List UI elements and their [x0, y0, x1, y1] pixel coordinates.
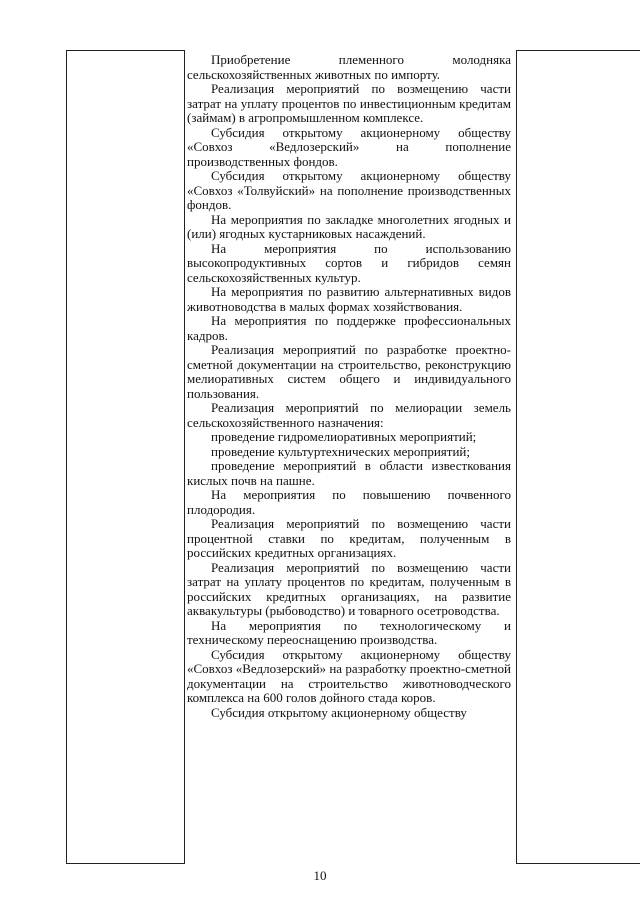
paragraph: На мероприятия по закладке многолетних ягодных и (или) ягодных кустарниковых насаждений.: [187, 211, 511, 241]
paragraph: На мероприятия по повышению почвенного плодородия.: [187, 487, 511, 517]
paragraph: Реализация мероприятий по возмещению части затрат на уплату процентов по кредитам, полученным в российских кредитных организациях, на развитие аквакультуры (рыбоводство) и товарного осетроводства.: [187, 559, 511, 618]
table-column-middle-text: [187, 53, 511, 720]
table-column-left: [66, 50, 185, 864]
paragraph: На мероприятия по поддержке профессиональных кадров.: [187, 313, 511, 343]
paragraph: Реализация мероприятий по разработке проектно-сметной документации на строительство, реконструкцию мелиоративных систем общего и индивидуального пользования.: [187, 342, 511, 401]
paragraph: Приобретение племенного молодняка сельскохозяйственных животных по импорту.: [187, 52, 511, 82]
paragraph: Субсидия открытому акционерному обществу «Совхоз «Ведлозерский» на пополнение производственных фондов.: [187, 124, 511, 169]
list-item: проведение мероприятий в области известкования кислых почв на пашне.: [187, 458, 511, 488]
paragraph: На мероприятия по использованию высокопродуктивных сортов и гибридов семян сельскохозяйственных культур.: [187, 240, 511, 285]
paragraph: Реализация мероприятий по возмещению части процентной ставки по кредитам, полученным в российских кредитных организациях.: [187, 516, 511, 560]
paragraph: Реализация мероприятий по возмещению части затрат на уплату процентов по инвестиционным кредитам (займам) в агропромышленном комплексе.: [187, 81, 511, 125]
list-item: проведение гидромелиоративных мероприятий;: [211, 429, 477, 444]
paragraph: Реализация мероприятий по мелиорации земель сельскохозяйственного назначения:: [187, 400, 511, 430]
list-item: проведение культуртехнических мероприятий;: [211, 443, 470, 459]
paragraph: На мероприятия по развитию альтернативных видов животноводства в малых формах хозяйствования.: [187, 284, 511, 314]
paragraph: Субсидия открытому акционерному обществу «Совхоз «Толвуйский» на пополнение производственных фондов.: [187, 168, 511, 212]
paragraph: Субсидия открытому акционерному обществу: [211, 704, 467, 720]
paragraph: На мероприятия по технологическому и техническому переоснащению производства.: [187, 617, 511, 647]
paragraph: Субсидия открытому акционерному обществу «Совхоз «Ведлозерский» на разработку проектно-сметной документации на строительство животноводческого комплекса на 600 голов дойного стада коров.: [187, 646, 511, 705]
table-column-right: [516, 50, 640, 864]
page-number: 10: [313, 868, 327, 883]
